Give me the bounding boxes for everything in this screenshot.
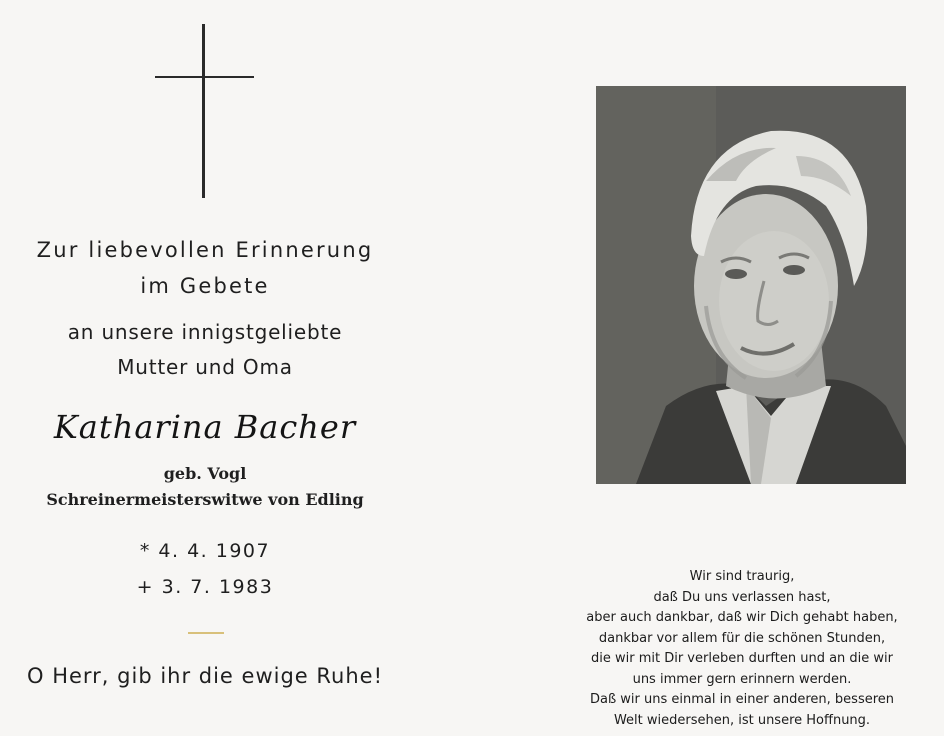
intro-line-2: im Gebete bbox=[140, 274, 270, 298]
portrait-illustration bbox=[596, 86, 906, 484]
deceased-description: Schreinermeisterswitwe von Edling bbox=[46, 490, 364, 509]
intro-line-1: Zur liebevollen Erinnerung bbox=[36, 238, 374, 262]
death-date: + 3. 7. 1983 bbox=[136, 576, 274, 598]
poem-line: aber auch dankbar, daß wir Dich gehabt haben, bbox=[586, 610, 898, 625]
poem-line: Wir sind traurig, bbox=[689, 569, 795, 584]
deceased-name: Katharina Bacher bbox=[53, 408, 357, 446]
divider bbox=[188, 632, 224, 634]
poem-line: daß Du uns verlassen hast, bbox=[653, 589, 831, 605]
poem bbox=[540, 567, 944, 731]
dedication-line-2: Mutter und Oma bbox=[117, 355, 293, 379]
poem-line: die wir mit Dir verleben durften und an die wir bbox=[590, 651, 894, 666]
poem-line: uns immer gern erinnern werden. bbox=[632, 671, 852, 687]
poem-line: Daß wir uns einmal in einer anderen, besseren bbox=[589, 692, 895, 707]
maiden-name: geb. Vogl bbox=[163, 464, 247, 483]
portrait-photo bbox=[596, 86, 906, 484]
dedication-line-1: an unsere innigstgeliebte bbox=[67, 320, 343, 344]
birth-date: * 4. 4. 1907 bbox=[139, 540, 271, 562]
poem-line: dankbar vor allem für die schönen Stunden, bbox=[598, 630, 886, 646]
poem-line: Welt wiedersehen, ist unsere Hoffnung. bbox=[613, 712, 871, 728]
prayer-line: O Herr, gib ihr die ewige Ruhe! bbox=[26, 664, 383, 688]
cross-icon bbox=[155, 24, 255, 200]
